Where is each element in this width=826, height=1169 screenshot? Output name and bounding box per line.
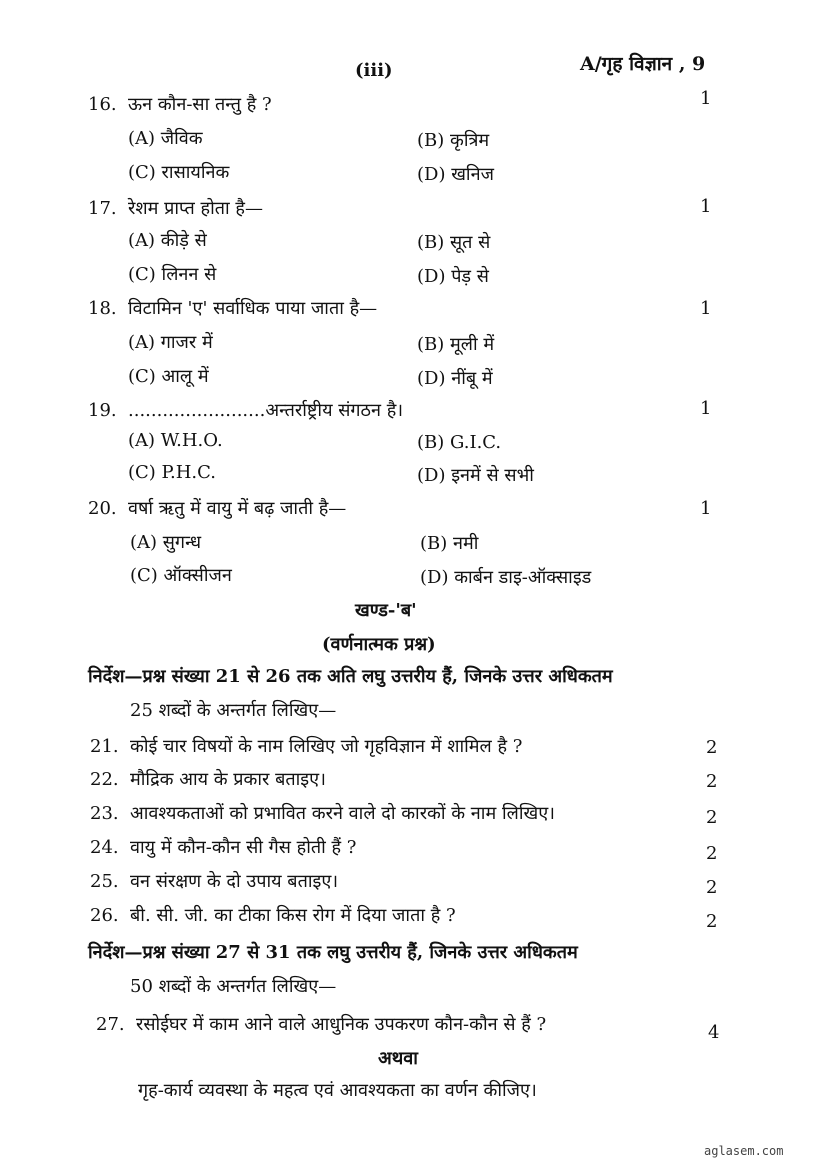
question-marks: 1 <box>700 398 712 419</box>
direction-1-line-2: 25 शब्दों के अन्तर्गत लिखिए— <box>130 700 337 721</box>
direction-2-line-1: निर्देश—प्रश्न संख्या 27 से 31 तक लघु उत्तरीय हैं, जिनके उत्तर अधिकतम <box>88 942 578 963</box>
question-text: रसोईघर में काम आने वाले आधुनिक उपकरण कौन-कौन से हैं ? <box>136 1014 547 1035</box>
question-number: 21. <box>90 736 119 757</box>
question-text: आवश्यकताओं को प्रभावित करने वाले दो कारकों के नाम लिखिए। <box>130 803 555 824</box>
question-marks: 2 <box>706 737 718 758</box>
option-d: (D) इनमें से सभी <box>417 465 534 486</box>
or-question-text: गृह-कार्य व्यवस्था के महत्व एवं आवश्यकता का वर्णन कीजिए। <box>138 1080 537 1101</box>
question-18 <box>88 296 377 320</box>
page-number: (iii) <box>355 60 393 81</box>
question-16 <box>88 92 272 116</box>
question-text: ........................अन्तर्राष्ट्रीय संगठन है। <box>128 400 404 421</box>
question-text: वर्षा ऋतु में वायु में बढ़ जाती है— <box>128 498 347 519</box>
question-25 <box>90 869 338 893</box>
section-b-subtitle: (वर्णनात्मक प्रश्न) <box>322 634 436 655</box>
question-number: 23. <box>90 803 119 824</box>
or-label: अथवा <box>378 1048 418 1069</box>
option-b: (B) सूत से <box>417 232 491 253</box>
question-number: 18. <box>88 298 117 319</box>
direction-1-line-1: निर्देश—प्रश्न संख्या 21 से 26 तक अति लघु उत्तरीय हैं, जिनके उत्तर अधिकतम <box>88 666 613 687</box>
option-d: (D) कार्बन डाइ-ऑक्साइड <box>420 567 592 588</box>
question-text: बी. सी. जी. का टीका किस रोग में दिया जाता है ? <box>130 905 456 926</box>
option-d: (D) पेड़ से <box>417 266 489 287</box>
question-number: 17. <box>88 198 117 219</box>
option-a: (A) कीड़े से <box>128 230 207 251</box>
question-number: 20. <box>88 498 117 519</box>
watermark: aglasem.com <box>704 1144 784 1158</box>
question-marks: 2 <box>706 911 718 932</box>
question-marks: 1 <box>700 298 712 319</box>
question-text: कोई चार विषयों के नाम लिखिए जो गृहविज्ञान में शामिल है ? <box>130 736 523 757</box>
question-number: 24. <box>90 837 119 858</box>
option-a: (A) W.H.O. <box>128 430 223 451</box>
option-b: (B) कृत्रिम <box>417 130 490 151</box>
option-a: (A) जैविक <box>128 128 203 149</box>
option-a: (A) गाजर में <box>128 332 213 353</box>
option-b: (B) नमी <box>420 533 479 554</box>
question-text: विटामिन 'ए' सर्वाधिक पाया जाता है— <box>128 298 378 319</box>
option-c: (C) रासायनिक <box>128 162 230 183</box>
question-number: 16. <box>88 94 117 115</box>
question-number: 25. <box>90 871 119 892</box>
question-22 <box>90 767 326 791</box>
question-text: वन संरक्षण के दो उपाय बताइए। <box>130 871 339 892</box>
question-19 <box>88 398 403 422</box>
question-marks: 4 <box>708 1022 720 1043</box>
question-text: ऊन कौन-सा तन्तु है ? <box>128 94 272 115</box>
question-20 <box>88 496 346 520</box>
question-marks: 1 <box>700 196 712 217</box>
option-d: (D) खनिज <box>417 164 494 185</box>
question-24 <box>90 835 356 859</box>
question-26 <box>90 903 456 927</box>
question-text: मौद्रिक आय के प्रकार बताइए। <box>130 769 326 790</box>
question-marks: 2 <box>706 877 718 898</box>
question-number: 26. <box>90 905 119 926</box>
option-c: (C) आलू में <box>128 366 209 387</box>
question-23 <box>90 801 555 825</box>
question-number: 27. <box>96 1014 125 1035</box>
question-number: 19. <box>88 400 117 421</box>
option-c: (C) ऑक्सीजन <box>130 565 232 586</box>
question-marks: 2 <box>706 771 718 792</box>
question-text: वायु में कौन-कौन सी गैस होती हैं ? <box>130 837 357 858</box>
question-number: 22. <box>90 769 119 790</box>
question-marks: 1 <box>700 498 712 519</box>
question-27 <box>96 1012 546 1036</box>
option-c: (C) लिनन से <box>128 264 217 285</box>
section-b-title: खण्ड-'ब' <box>355 600 417 621</box>
option-b: (B) G.I.C. <box>417 432 502 453</box>
option-b: (B) मूली में <box>417 334 495 355</box>
option-a: (A) सुगन्ध <box>130 532 202 553</box>
option-d: (D) नींबू में <box>417 368 493 389</box>
question-17 <box>88 196 263 220</box>
question-marks: 2 <box>706 807 718 828</box>
question-marks: 2 <box>706 843 718 864</box>
option-c: (C) P.H.C. <box>128 462 216 483</box>
question-21 <box>90 734 522 758</box>
question-marks: 1 <box>700 88 712 109</box>
paper-code: A/गृह विज्ञान , 9 <box>580 53 706 75</box>
question-text: रेशम प्राप्त होता है— <box>128 198 263 219</box>
direction-2-line-2: 50 शब्दों के अन्तर्गत लिखिए— <box>130 976 337 997</box>
